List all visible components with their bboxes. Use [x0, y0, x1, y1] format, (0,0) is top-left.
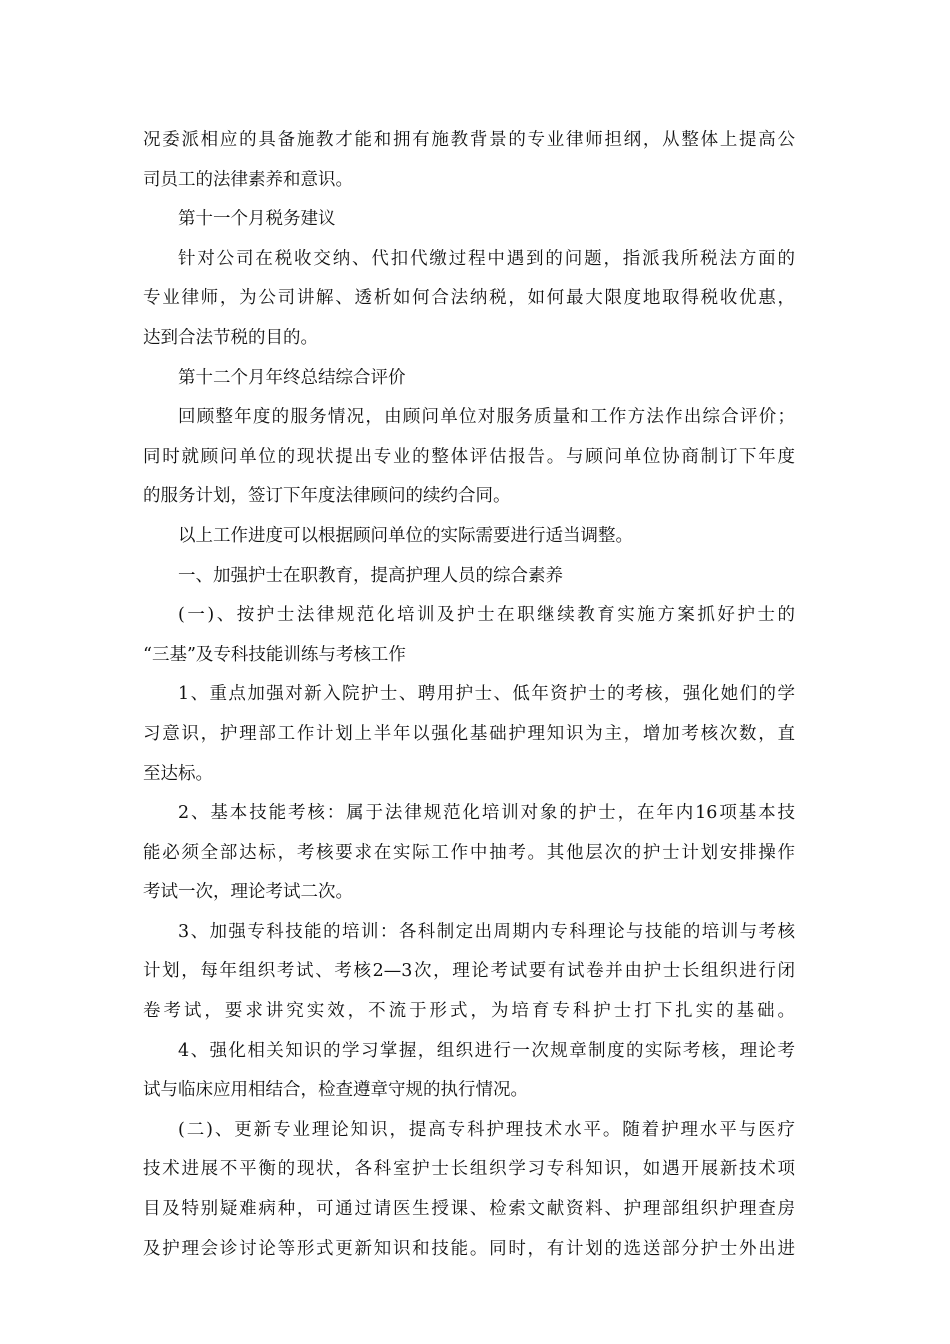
- text-line-content: 司员工的法律素养和意识。: [143, 169, 353, 190]
- text-line-content: 达到合法节税的目的。: [143, 327, 318, 348]
- text-line-content: 试与临床应用相结合，检查遵章守规的执行情况。: [143, 1080, 528, 1101]
- text-line: [143, 438, 815, 478]
- text-line: [143, 1150, 815, 1190]
- text-line-content: 目及特别疑难病种，可通过请医生授课、检索文献资料、护理部组织护理查房: [143, 1199, 795, 1220]
- text-line-content: 2、基本技能考核：属于法律规范化培训对象的护士，在年内16项基本技: [178, 803, 795, 824]
- text-line-content: 3、加强专科技能的培训：各科制定出周期内专科理论与技能的培训与考核: [178, 921, 795, 942]
- text-line: [143, 1032, 815, 1072]
- text-line-content: 技术进展不平衡的现状，各科室护士长组织学习专科知识，如遇开展新技术项: [143, 1159, 795, 1180]
- text-line: [143, 636, 815, 676]
- text-line-content: 以上工作进度可以根据顾问单位的实际需要进行适当调整。: [178, 525, 633, 546]
- text-line: [143, 952, 815, 992]
- text-line: [143, 1111, 815, 1151]
- text-line: [143, 319, 815, 359]
- text-line: [143, 477, 815, 517]
- text-line-content: 第十一个月税务建议: [178, 209, 336, 230]
- text-line: [143, 755, 815, 795]
- text-line: [143, 121, 815, 161]
- text-line: [143, 1230, 815, 1270]
- text-line-content: 的服务计划，签订下年度法律顾问的续约合同。: [143, 486, 511, 507]
- text-line-content: 及护理会诊讨论等形式更新知识和技能。同时，有计划的选送部分护士外出进: [143, 1238, 795, 1259]
- text-line-content: 4、强化相关知识的学习掌握，组织进行一次规章制度的实际考核，理论考: [178, 1040, 795, 1061]
- text-line: [143, 873, 815, 913]
- text-line-content: 1、重点加强对新入院护士、聘用护士、低年资护士的考核，强化她们的学: [178, 684, 795, 705]
- text-line-content: 回顾整年度的服务情况，由顾问单位对服务质量和工作方法作出综合评价；: [178, 407, 795, 428]
- text-line-content: 一、加强护士在职教育，提高护理人员的综合素养: [178, 565, 563, 586]
- text-line-content: 能必须全部达标，考核要求在实际工作中抽考。其他层次的护士计划安排操作: [143, 842, 795, 863]
- text-line-content: 针对公司在税收交纳、代扣代缴过程中遇到的问题，指派我所税法方面的: [178, 248, 795, 269]
- text-line-content: 至达标。: [143, 763, 213, 784]
- text-line: [143, 398, 815, 438]
- text-line-content: 第十二个月年终总结综合评价: [178, 367, 406, 388]
- text-line-content: 考试一次，理论考试二次。: [143, 882, 353, 903]
- text-line-content: 计划，每年组织考试、考核2—3次，理论考试要有试卷并由护士长组织进行闭: [143, 961, 795, 982]
- text-line: [143, 1190, 815, 1230]
- text-line-content: “三基”及专科技能训练与考核工作: [143, 644, 406, 665]
- text-line-content: 专业律师，为公司讲解、透析如何合法纳税，如何最大限度地取得税收优惠，: [143, 288, 795, 309]
- text-line: [143, 1071, 815, 1111]
- text-line-content: 况委派相应的具备施教才能和拥有施教背景的专业律师担纲，从整体上提高公: [143, 130, 795, 150]
- text-line: [143, 359, 815, 399]
- text-line: [143, 675, 815, 715]
- text-line: [143, 517, 815, 557]
- text-line: [143, 715, 815, 755]
- text-line-content: 卷考试，要求讲究实效，不流于形式，为培育专科护士打下扎实的基础。: [143, 1001, 795, 1022]
- text-line: [143, 794, 815, 834]
- text-line-content: (二)、更新专业理论知识，提高专科护理技术水平。随着护理水平与医疗: [178, 1119, 795, 1140]
- text-line-content: 同时就顾问单位的现状提出专业的整体评估报告。与顾问单位协商制订下年度: [143, 446, 795, 467]
- text-line: [143, 913, 815, 953]
- text-line: [143, 240, 815, 280]
- text-line: [143, 200, 815, 240]
- text-line: [143, 992, 815, 1032]
- text-line: [143, 596, 815, 636]
- document-body: [143, 121, 815, 1269]
- text-line: [143, 279, 815, 319]
- text-line: [143, 161, 815, 201]
- text-line-content: (一)、按护士法律规范化培训及护士在职继续教育实施方案抓好护士的: [178, 605, 795, 626]
- text-line: [143, 557, 815, 597]
- text-line-content: 习意识，护理部工作计划上半年以强化基础护理知识为主，增加考核次数，直: [143, 723, 795, 744]
- text-line: [143, 834, 815, 874]
